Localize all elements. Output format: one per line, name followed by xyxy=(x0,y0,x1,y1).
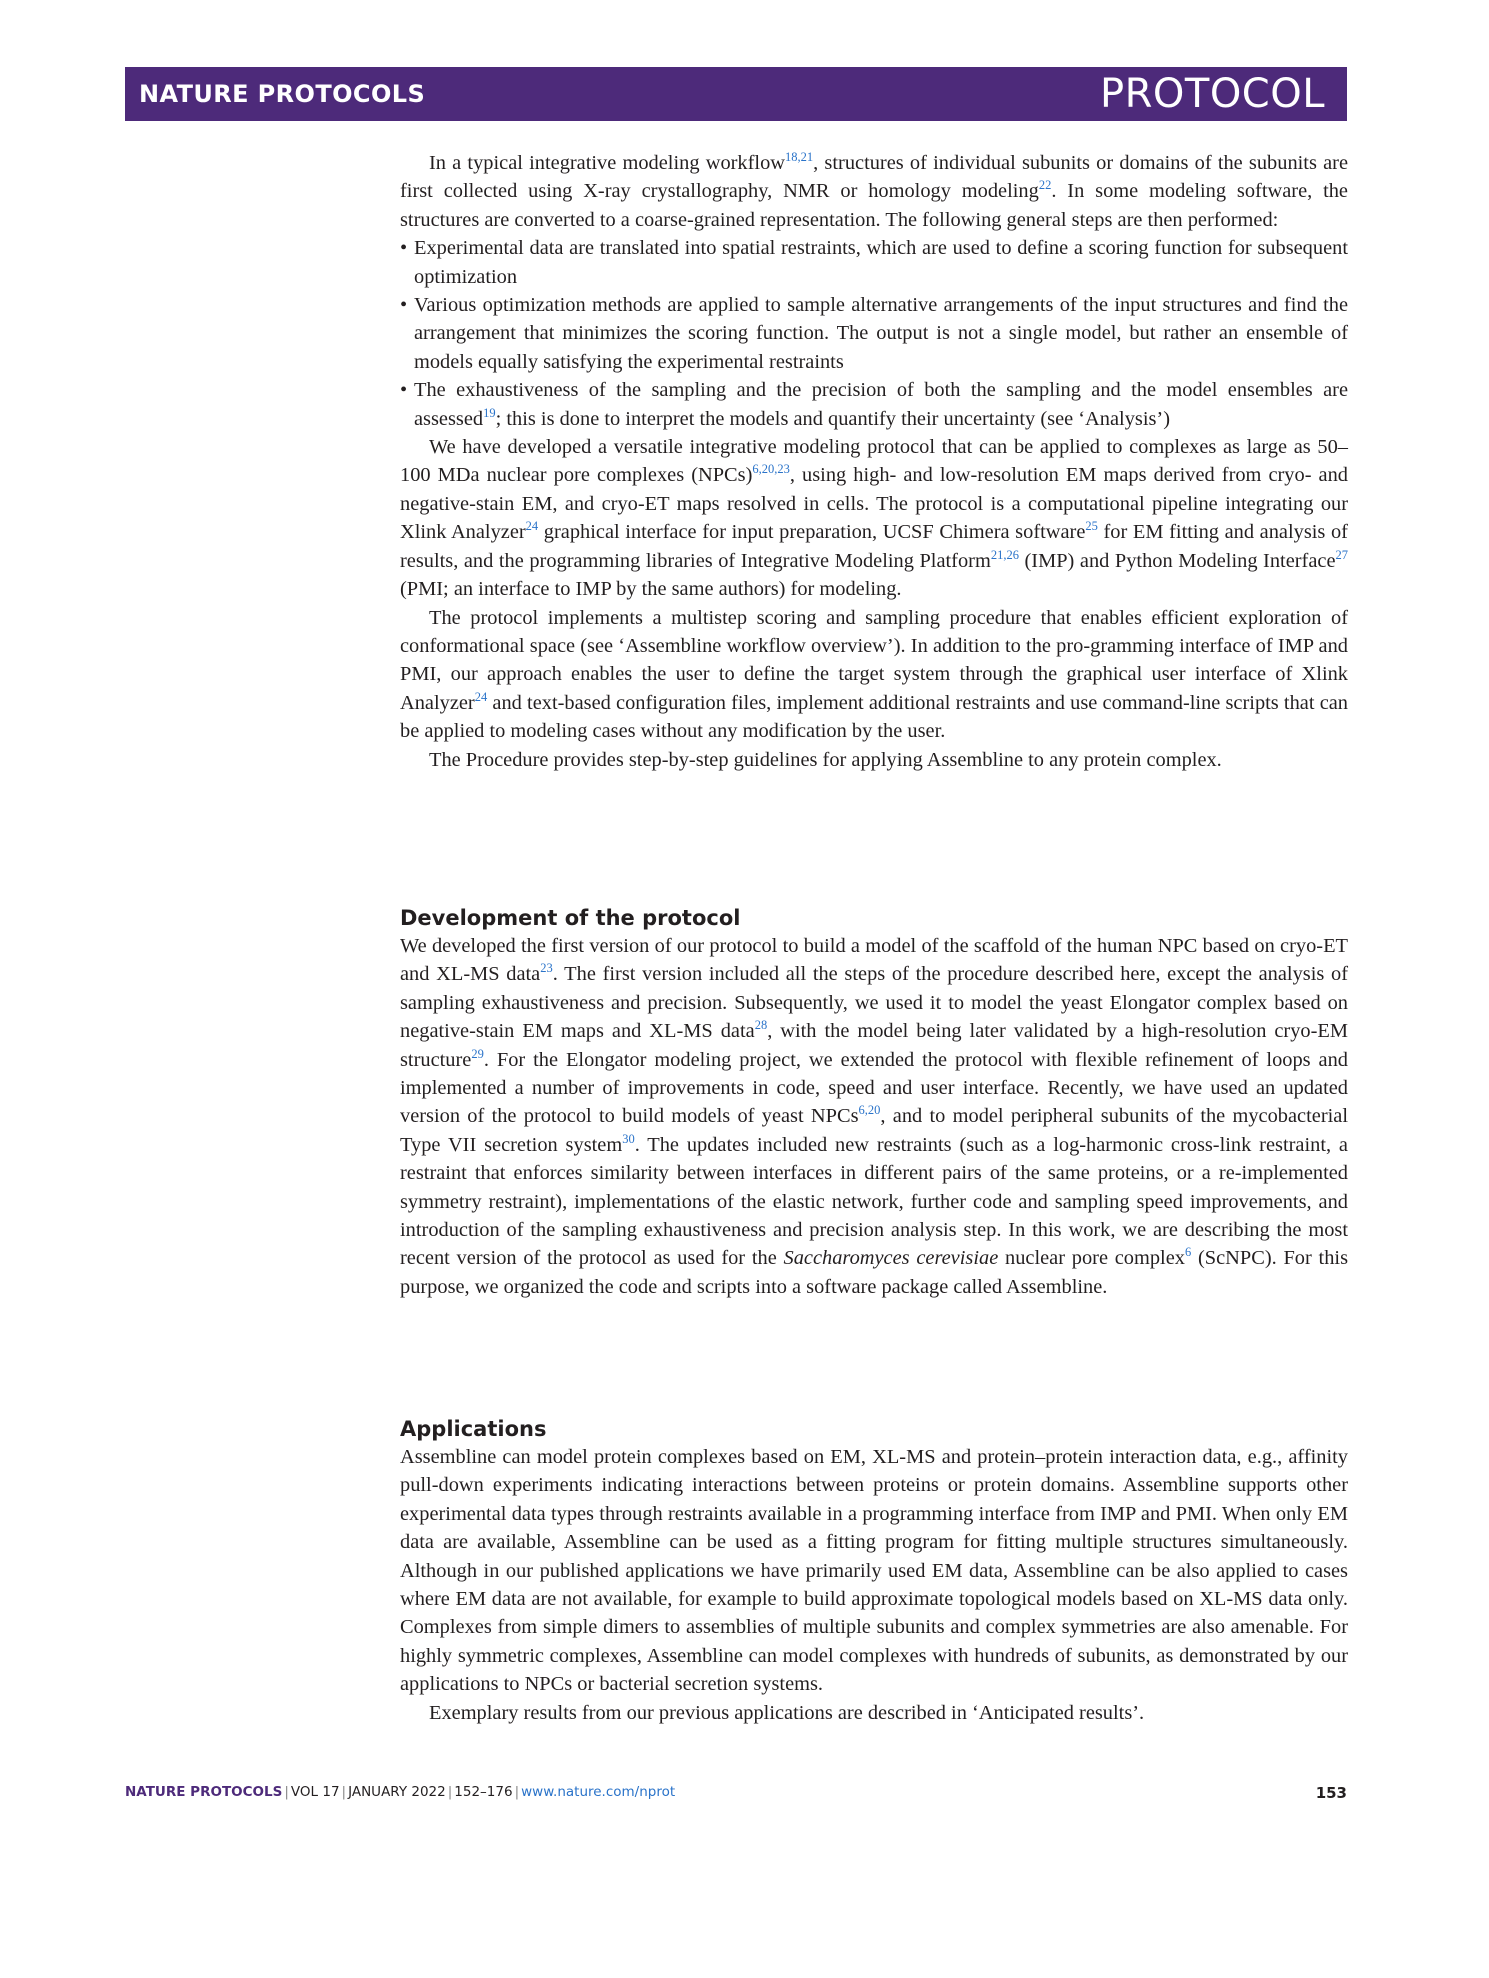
citation[interactable]: 28 xyxy=(754,1018,768,1033)
list-item: • Experimental data are translated into spatial restraints, which are used to define a scoring function for subsequent optimization xyxy=(400,234,1348,291)
intro-paragraph-4: The Procedure provides step-by-step guidelines for applying Assembline to any protein complex. xyxy=(429,748,1222,771)
citation[interactable]: 23 xyxy=(540,961,553,976)
intro-section xyxy=(400,149,1348,774)
journal-link[interactable]: www.nature.com/nprot xyxy=(521,1784,676,1800)
citation[interactable]: 6,20,23 xyxy=(752,462,790,477)
section-heading: Applications xyxy=(400,1417,547,1441)
applications-paragraph-2: Exemplary results from our previous applications are described in ‘Anticipated results’. xyxy=(429,1701,1145,1724)
list-item: • Various optimization methods are applied to sample alternative arrangements of the input structures and find the arrangement that minimizes the scoring function. The output is not a single model, but rather an ensemble of models equally satisfying the experimental restraints xyxy=(400,291,1348,376)
citation[interactable]: 22 xyxy=(1038,178,1052,193)
bullet-icon: • xyxy=(400,294,408,317)
citation[interactable]: 25 xyxy=(1085,519,1098,534)
footer-citation: NATURE PROTOCOLS | VOL 17 | JANUARY 2022 | 152–176 | www.nature.com/nprot xyxy=(125,1784,676,1800)
journal-name: NATURE PROTOCOLS xyxy=(139,80,426,108)
page-footer xyxy=(125,1784,1347,1802)
citation[interactable]: 6,20 xyxy=(858,1103,881,1118)
footer-volume: VOL 17 xyxy=(290,1784,340,1800)
citation[interactable]: 24 xyxy=(525,519,539,534)
footer-pages: 152–176 xyxy=(454,1784,513,1800)
intro-paragraph-3: The protocol implements a multistep scoring and sampling procedure that enables efficient exploration of conformational space (see ‘Assembline workflow overview’). In addition to the pro-gramming interface of IMP and PMI, our approach enables the user to define the target system through the graphical user interface of Xlink Analyzer$^{24}$ and text-based configuration files, implement additional restraints and use command-line scripts that can be applied to modeling cases without any modification by the user. xyxy=(400,606,1348,743)
citation[interactable]: 30 xyxy=(622,1131,635,1146)
citation[interactable]: 24 xyxy=(474,689,488,704)
article-type: PROTOCOL xyxy=(1099,71,1325,117)
development-section xyxy=(400,904,1348,1301)
page-number: 153 xyxy=(1315,1784,1347,1802)
applications-paragraph-1: Assembline can model protein complexes based on EM, XL-MS and protein–protein interaction data, e.g., affinity pull-down experiments indicating interactions between proteins or protein domains. Assembline supports other experimental data types through restraints available in a programming interface from IMP and PMI. When only EM data are available, Assembline can be used as a fitting program for fitting multiple structures simultaneously. Although in our published applications we have primarily used EM data, Assembline can be also applied to cases where EM data are not available, for example to build approximate topological models based on XL-MS data only. Complexes from simple dimers to assemblies of multiple subunits and complex symmetries are also amenable. For highly symmetric complexes, Assembline can model complexes with hundreds of subunits, as demonstrated by our applications to NPCs or bacterial secretion systems. xyxy=(400,1446,1348,1696)
footer-journal: NATURE PROTOCOLS xyxy=(125,1784,283,1800)
journal-banner xyxy=(125,67,1347,121)
citation[interactable]: 18,21 xyxy=(785,150,814,164)
citation[interactable]: 27 xyxy=(1335,547,1348,562)
bullet-icon: • xyxy=(400,237,408,260)
species-name: Saccharomyces cerevisiae xyxy=(783,1247,999,1270)
intro-paragraph-1: In a typical integrative modeling workflow$^{18,21}$, structures of individual subunits or domains of the subunits are first collected using X-ray crystallography, NMR or homology modeling$^{22}$. In some modeling software, the structures are converted to a coarse-grained representation. The following general steps are then performed: xyxy=(400,150,1348,231)
steps-list xyxy=(400,234,1348,433)
section-heading: Development of the protocol xyxy=(400,906,741,930)
citation[interactable]: 6 xyxy=(1184,1245,1192,1260)
applications-section xyxy=(400,1415,1348,1727)
development-paragraph: We developed the first version of our protocol to build a model of the scaffold of the human NPC based on cryo-ET and XL-MS data$^{23}$. The first version included all the steps of the procedure described here, except the analysis of sampling exhaustiveness and precision. Subsequently, we used it to model the yeast Elongator complex based on negative-stain EM maps and XL-MS data$^{28}$, with the model being later validated by a high-resolution cryo-EM structure$^{29}$. For the Elongator modeling project, we extended the protocol with flexible refinement of loops and implemented a number of improvements in code, speed and user interface. Recently, we have used an updated version of the protocol to build models of yeast NPCs$^{6,20}$, and to model peripheral subunits of the mycobacterial Type VII secretion system$^{30}$. The updates included new restraints (such as a log-harmonic cross-link restraint, a restraint that enforces similarity between interfaces in different pairs of the same proteins, or a re-implemented symmetry restraint), implementations of the elastic network, further code and sampling speed improvements, and introduction of the sampling exhaustiveness and precision analysis step. In this work, we are describing the most recent version of the protocol as used for the Saccharomyces cerevisiae nuclear pore complex$^6$ (ScNPC). For this purpose, we organized the code and scripts into a software package called Assembline. xyxy=(400,935,1349,1298)
bullet-icon: • xyxy=(400,379,408,402)
list-item: • The exhaustiveness of the sampling and the precision of both the sampling and the model ensembles are assessed$^{19}$; this is done to interpret the models and quantify their uncertainty (see ‘Analysis’) xyxy=(400,376,1348,433)
footer-date: JANUARY 2022 xyxy=(348,1784,446,1800)
citation[interactable]: 29 xyxy=(471,1046,484,1061)
intro-paragraph-2: We have developed a versatile integrative modeling protocol that can be applied to complexes as large as 50–100 MDa nuclear pore complexes (NPCs)$^{6,20,23}$, using high- and low-resolution EM maps derived from cryo- and negative-stain EM, and cryo-ET maps resolved in cells. The protocol is a computational pipeline integrating our Xlink Analyzer$^{24}$ graphical interface for input preparation, UCSF Chimera software$^{25}$ for EM fitting and analysis of results, and the programming libraries of Integrative Modeling Platform$^{21,26}$ (IMP) and Python Modeling Interface$^{27}$ (PMI; an interface to IMP by the same authors) for modeling. xyxy=(400,436,1348,601)
citation[interactable]: 21,26 xyxy=(990,547,1019,562)
citation[interactable]: 19 xyxy=(483,405,496,420)
